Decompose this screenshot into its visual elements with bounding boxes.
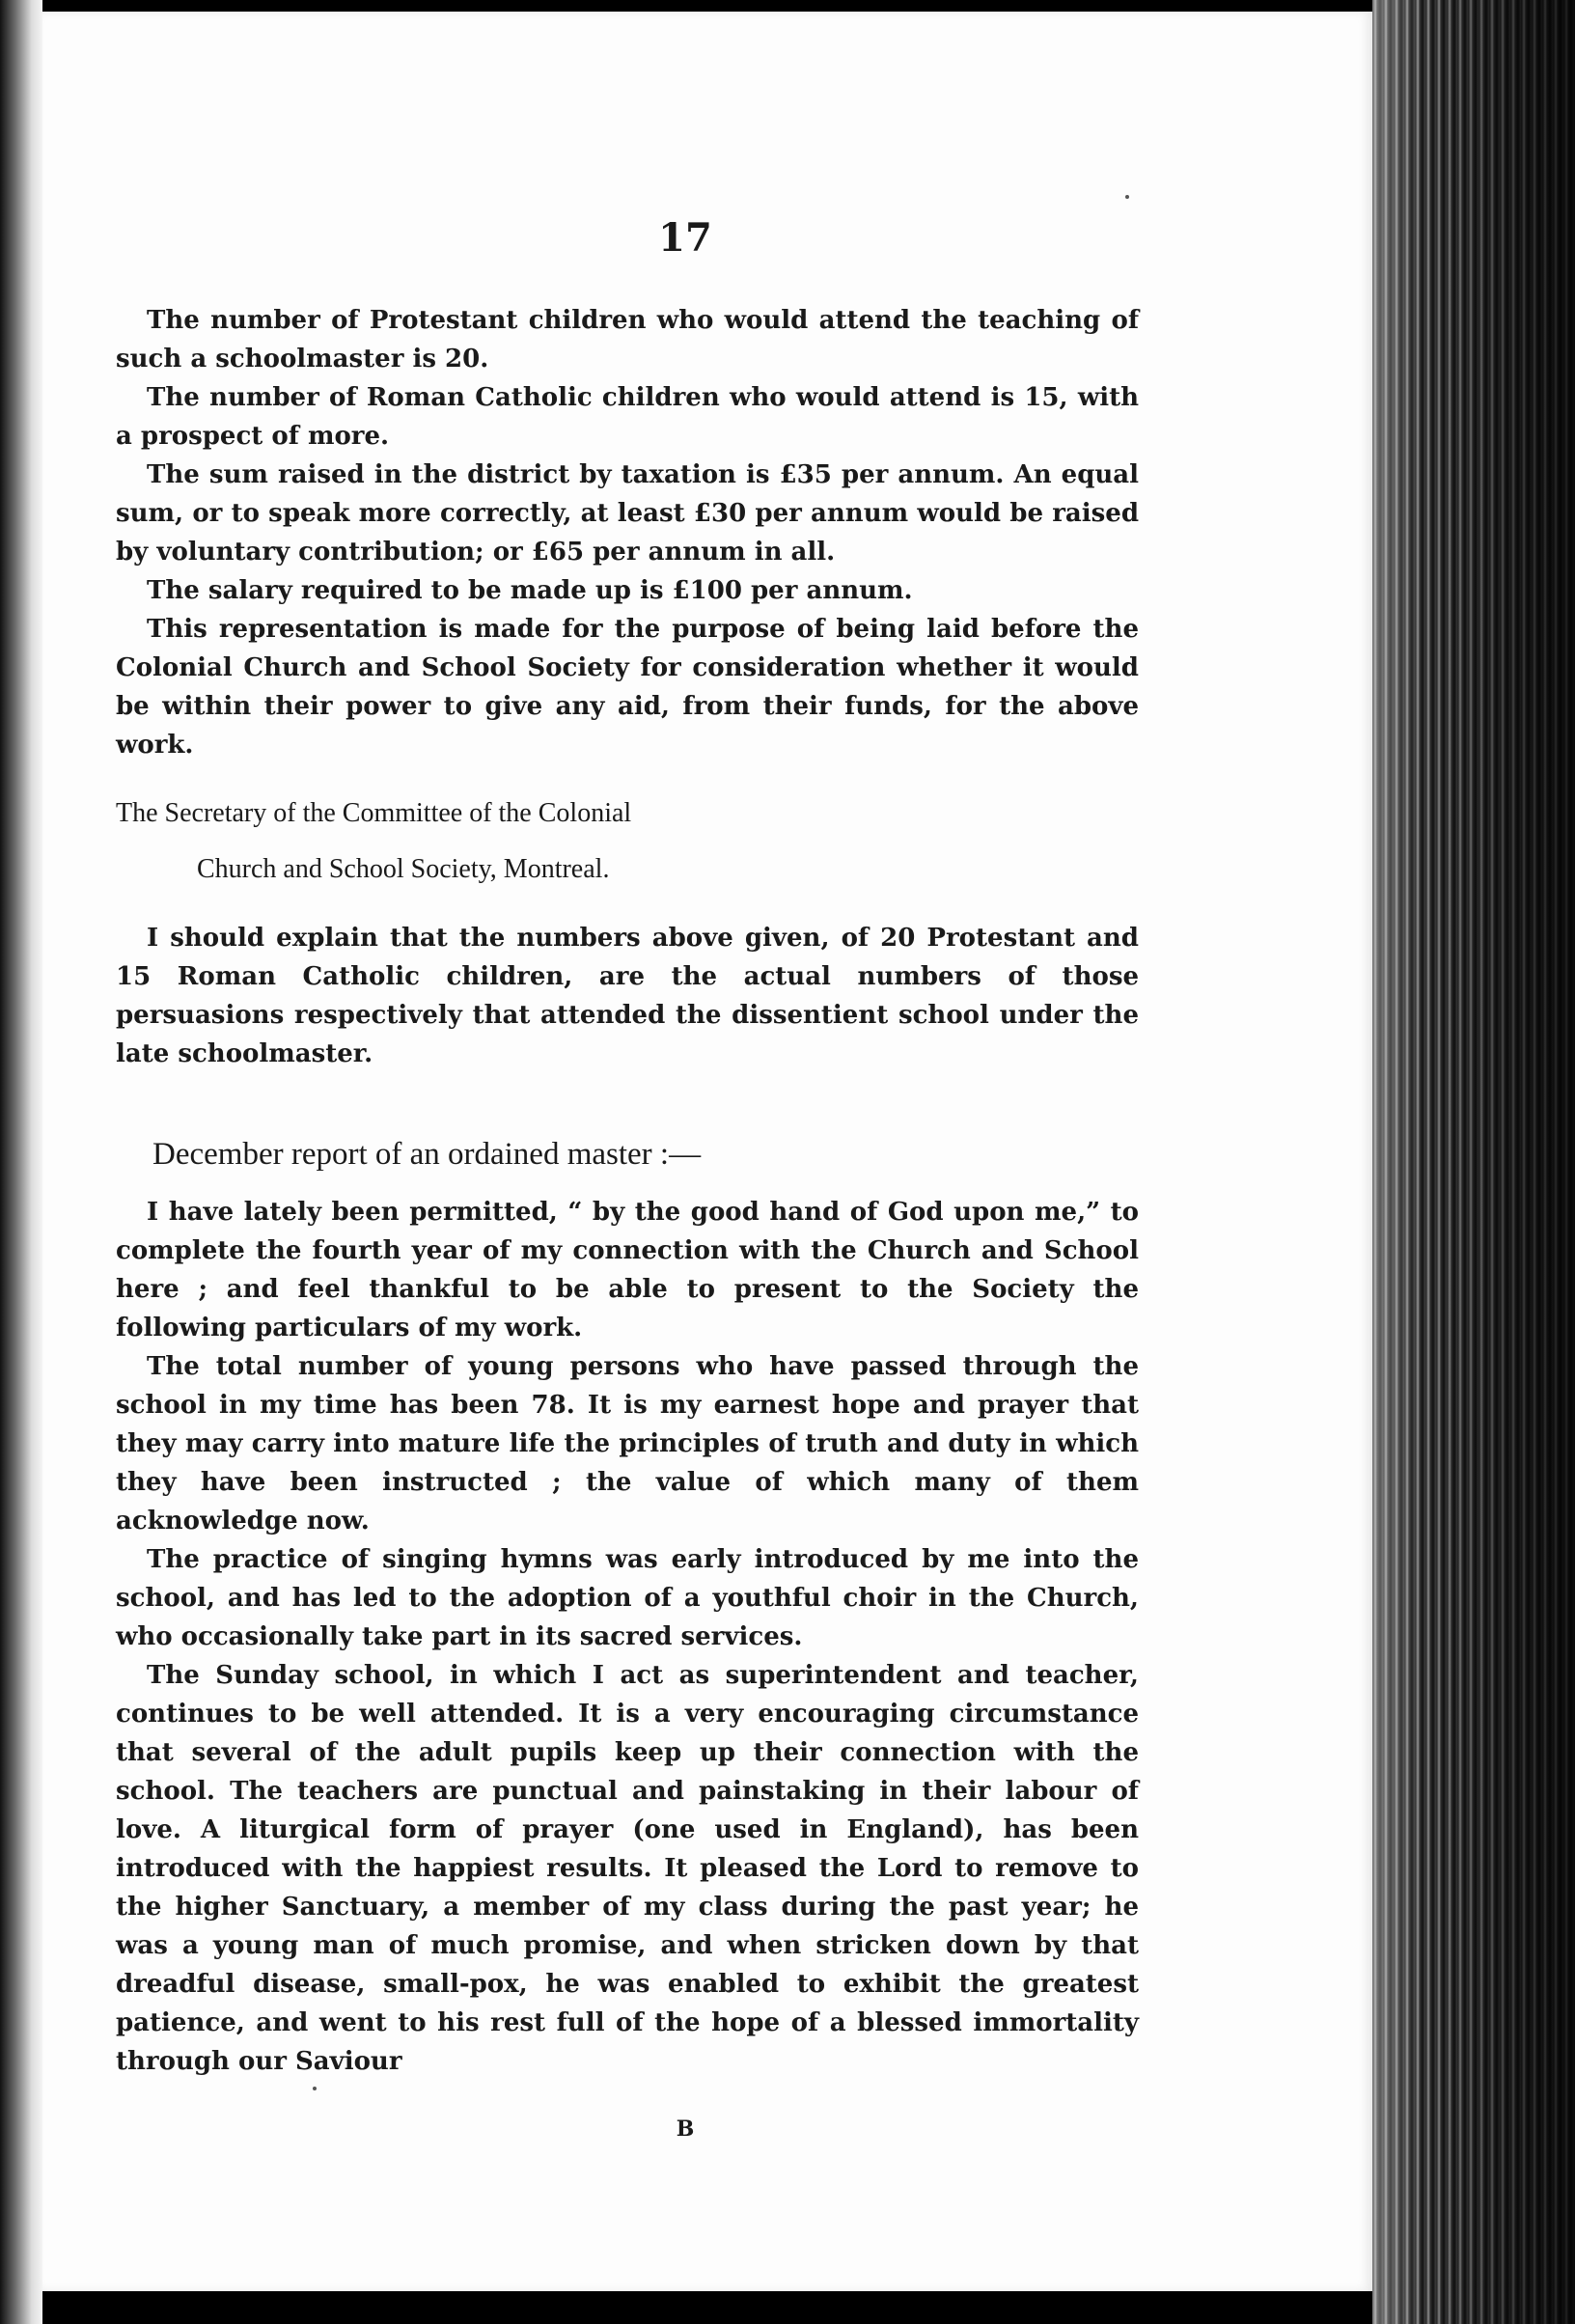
section-heading: December report of an ordained master :—: [152, 1137, 702, 1172]
paragraph: The practice of singing hymns was early introduced by me into the school, and has led to the adoption of a youthful choir in the Church, who occasionally take part in its sacred services.: [116, 1545, 1139, 1651]
paragraph: This representation is made for the purpose of being laid before the Colonial Church and School Society for consideration whether it would be within their power to give any aid, from their funds, for the above work.: [116, 615, 1139, 760]
paragraph: The sum raised in the district by taxation is £35 per annum. An equal sum, or to speak more correctly, at least £30 per annum would be raised by voluntary contribution; or £65 per annum in all.: [116, 460, 1139, 567]
address-block: [116, 786, 1139, 898]
page-content: [116, 214, 1139, 2148]
left-page-edge: [0, 0, 42, 2324]
paragraph: I have lately been permitted, “ by the good hand of God upon me,” to complete the fourth year of my connection with the Church and School here ; and feel thankful to be able to present to the Society the following particulars of my work.: [116, 1198, 1139, 1342]
address-line-2: Church and School Society, Montreal.: [197, 854, 610, 884]
paragraph: The salary required to be made up is £100 per annum.: [147, 576, 913, 605]
paragraph: The Sunday school, in which I act as superintendent and teacher, continues to be well attended. It is a very encouraging circumstance that several of the adult pupils keep up their connection with the school. The teachers are punctual and painstaking in their labour of love. A liturgical form of prayer (one used in England), has been introduced with the happiest results. It pleased the Lord to remove to the higher Sanctuary, a member of my class during the past year; he was a young man of much promise, and when stricken down by that dreadful disease, small-pox, he was enabled to exhibit the greatest patience, and went to his rest full of the hope of a blessed immortality through our Saviour: [116, 1661, 1139, 2076]
paragraph: The number of Protestant children who would attend the teaching of such a schoolmaster is 20.: [116, 306, 1139, 374]
paragraph: I should explain that the numbers above given, of 20 Protestant and 15 Roman Catholic children, are the actual numbers of those persuasions respectively that attended the dissentient school under the late schoolmaster.: [116, 924, 1139, 1068]
paragraph: The number of Roman Catholic children who would attend is 15, with a prospect of more.: [116, 383, 1139, 451]
signature-mark: B: [676, 2116, 695, 2142]
paragraph: The total number of young persons who have passed through the school in my time has been 78. It is my earnest hope and prayer that they may carry into mature life the principles of truth and duty in which they have been instructed ; the value of which many of them acknowledge now.: [116, 1352, 1139, 1536]
paper-speck: [1125, 195, 1129, 199]
book-fore-edge: [1372, 0, 1575, 2324]
page-number: 17: [658, 215, 712, 261]
address-line-1: The Secretary of the Committee of the Colonial: [116, 798, 632, 828]
